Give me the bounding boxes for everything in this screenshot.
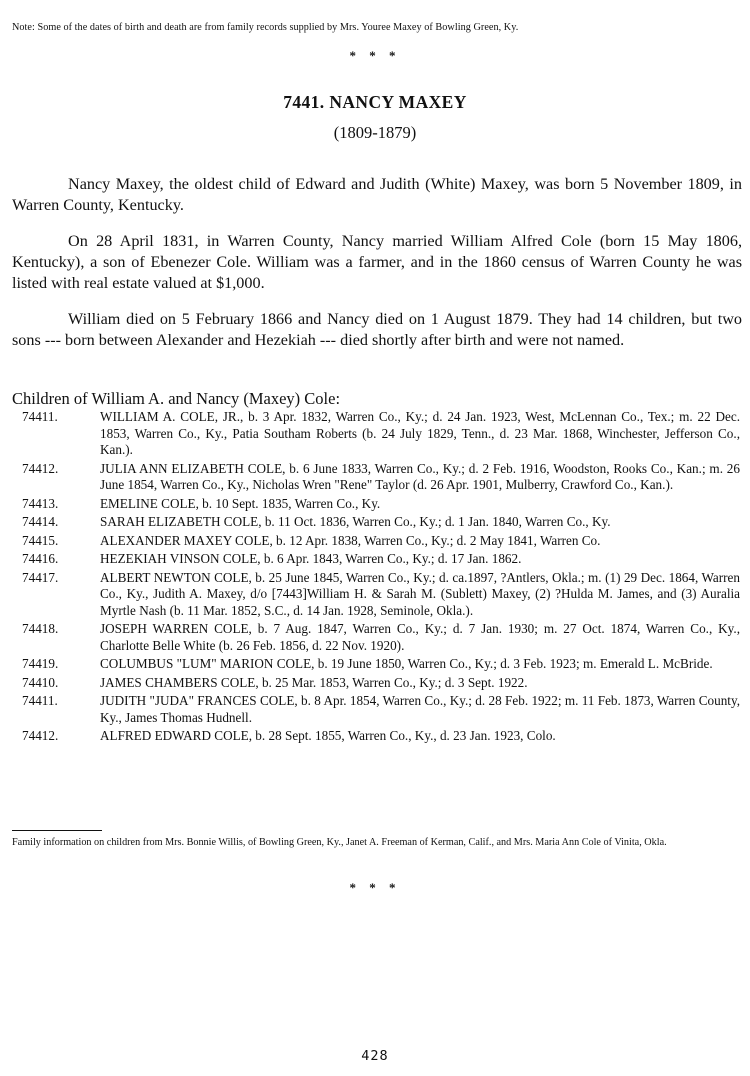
child-number: 74411.	[22, 693, 58, 708]
child-entry	[22, 728, 740, 745]
child-number: 74411.	[22, 409, 58, 424]
child-details: COLUMBUS "LUM" MARION COLE, b. 19 June 1850, Warren Co., Ky.; d. 3 Feb. 1923; m. Emerald L. McBride.	[100, 656, 713, 671]
child-entry	[22, 461, 740, 494]
child-details: ALFRED EDWARD COLE, b. 28 Sept. 1855, Warren Co., Ky., d. 23 Jan. 1923, Colo.	[100, 728, 556, 743]
child-number: 74417.	[22, 569, 59, 585]
child-number: 74416.	[22, 551, 59, 566]
child-entry	[22, 533, 740, 550]
child-number: 74412.	[22, 728, 59, 743]
entry-years: (1809-1879)	[333, 123, 417, 142]
child-details: ALEXANDER MAXEY COLE, b. 12 Apr. 1838, Warren Co., Ky.; d. 2 May 1841, Warren Co.	[100, 532, 601, 548]
child-details: ALBERT NEWTON COLE, b. 25 June 1845, Warren Co., Ky.; d. ca.1897, ?Antlers, Okla.; m. (1) 29 Dec. 1864, Warren Co., Ky., Judith A. Maxey, d/o [7443]William H. & Sarah M. (Sublett) Maxey, (2) ?Hulda M. James, and (3) Auralia Myrtle Nash (b. 11 Mar. 1852, S.C., d. 14 Jan. 1928, Seminole, Okla.).	[100, 569, 740, 618]
child-number: 74415.	[22, 532, 59, 548]
child-details: EMELINE COLE, b. 10 Sept. 1835, Warren Co., Ky.	[100, 495, 381, 511]
child-entry	[22, 570, 740, 620]
section-separator-bottom: * * *	[349, 880, 401, 895]
child-entry	[22, 656, 740, 673]
child-entry	[22, 409, 740, 459]
child-entry	[22, 675, 740, 692]
source-note: Note: Some of the dates of birth and death are from family records supplied by Mrs. Youree Maxey of Bowling Green, Ky.	[12, 22, 519, 33]
footnote-rule	[12, 830, 102, 831]
child-number: 74419.	[22, 656, 59, 671]
child-details: JULIA ANN ELIZABETH COLE, b. 6 June 1833, Warren Co., Ky.; d. 2 Feb. 1916, Woodston, Rooks Co., Kan.; m. 26 June 1854, Warren Co., Ky., Nicholas Wren "Rene" Taylor (d. 26 Apr. 1901, Mulberry, Crawford Co., Kan.).	[100, 460, 740, 492]
child-details: JUDITH "JUDA" FRANCES COLE, b. 8 Apr. 1854, Warren Co., Ky.; d. 28 Feb. 1922; m. 11 Feb. 1873, Warren County, Ky., James Thomas Hudnell.	[100, 693, 740, 725]
child-entry	[22, 693, 740, 726]
child-entry	[22, 514, 740, 531]
child-details: HEZEKIAH VINSON COLE, b. 6 Apr. 1843, Warren Co., Ky.; d. 17 Jan. 1862.	[100, 551, 522, 566]
child-number: 74413.	[22, 495, 59, 511]
section-separator-top: * * *	[349, 48, 401, 63]
child-details: WILLIAM A. COLE, JR., b. 3 Apr. 1832, Warren Co., Ky.; d. 24 Jan. 1923, West, McLennan Co., Tex.; m. 22 Dec. 1853, Warren Co., Ky., Patia Southam Roberts (b. 24 July 1829, Tenn., d. 23 Mar. 1868, Winchester, Jefferson Co., Kan.).	[100, 409, 740, 457]
child-details: JOSEPH WARREN COLE, b. 7 Aug. 1847, Warren Co., Ky.; d. 7 Jan. 1930; m. 27 Oct. 1874, Warren Co., Ky., Charlotte Belle White (b. 26 Feb. 1856, d. 22 Nov. 1920).	[100, 621, 740, 653]
child-details: JAMES CHAMBERS COLE, b. 25 Mar. 1853, Warren Co., Ky.; d. 3 Sept. 1922.	[100, 674, 528, 690]
children-heading: Children of William A. and Nancy (Maxey) Cole:	[12, 389, 341, 408]
footnote: Family information on children from Mrs. Bonnie Willis, of Bowling Green, Ky., Janet A. Freeman of Kerman, Calif., and Mrs. Maria Ann Cole of Vinita, Okla.	[12, 837, 667, 848]
page-number: 428	[361, 1048, 389, 1064]
child-entry	[22, 621, 740, 654]
child-number: 74410.	[22, 674, 59, 690]
children-list	[22, 409, 740, 747]
child-entry	[22, 551, 740, 568]
paragraph-deaths: William died on 5 February 1866 and Nancy died on 1 August 1879. They had 14 children, but two sons --- born between Alexander and Hezekiah --- died shortly after birth and were not named.	[12, 310, 742, 349]
entry-title: 7441. NANCY MAXEY	[283, 92, 467, 112]
child-entry	[22, 496, 740, 513]
paragraph-birth: Nancy Maxey, the oldest child of Edward and Judith (White) Maxey, was born 5 November 1809, in Warren County, Kentucky.	[12, 175, 742, 214]
child-details: SARAH ELIZABETH COLE, b. 11 Oct. 1836, Warren Co., Ky.; d. 1 Jan. 1840, Warren Co., Ky.	[100, 514, 611, 529]
child-number: 74412.	[22, 460, 59, 476]
paragraph-marriage: On 28 April 1831, in Warren County, Nancy married William Alfred Cole (born 15 May 1806, Kentucky), a son of Ebenezer Cole. William was a farmer, and in the 1860 census of Warren County he was listed with real estate valued at $1,000.	[12, 232, 742, 292]
child-number: 74418.	[22, 621, 59, 636]
child-number: 74414.	[22, 514, 59, 529]
